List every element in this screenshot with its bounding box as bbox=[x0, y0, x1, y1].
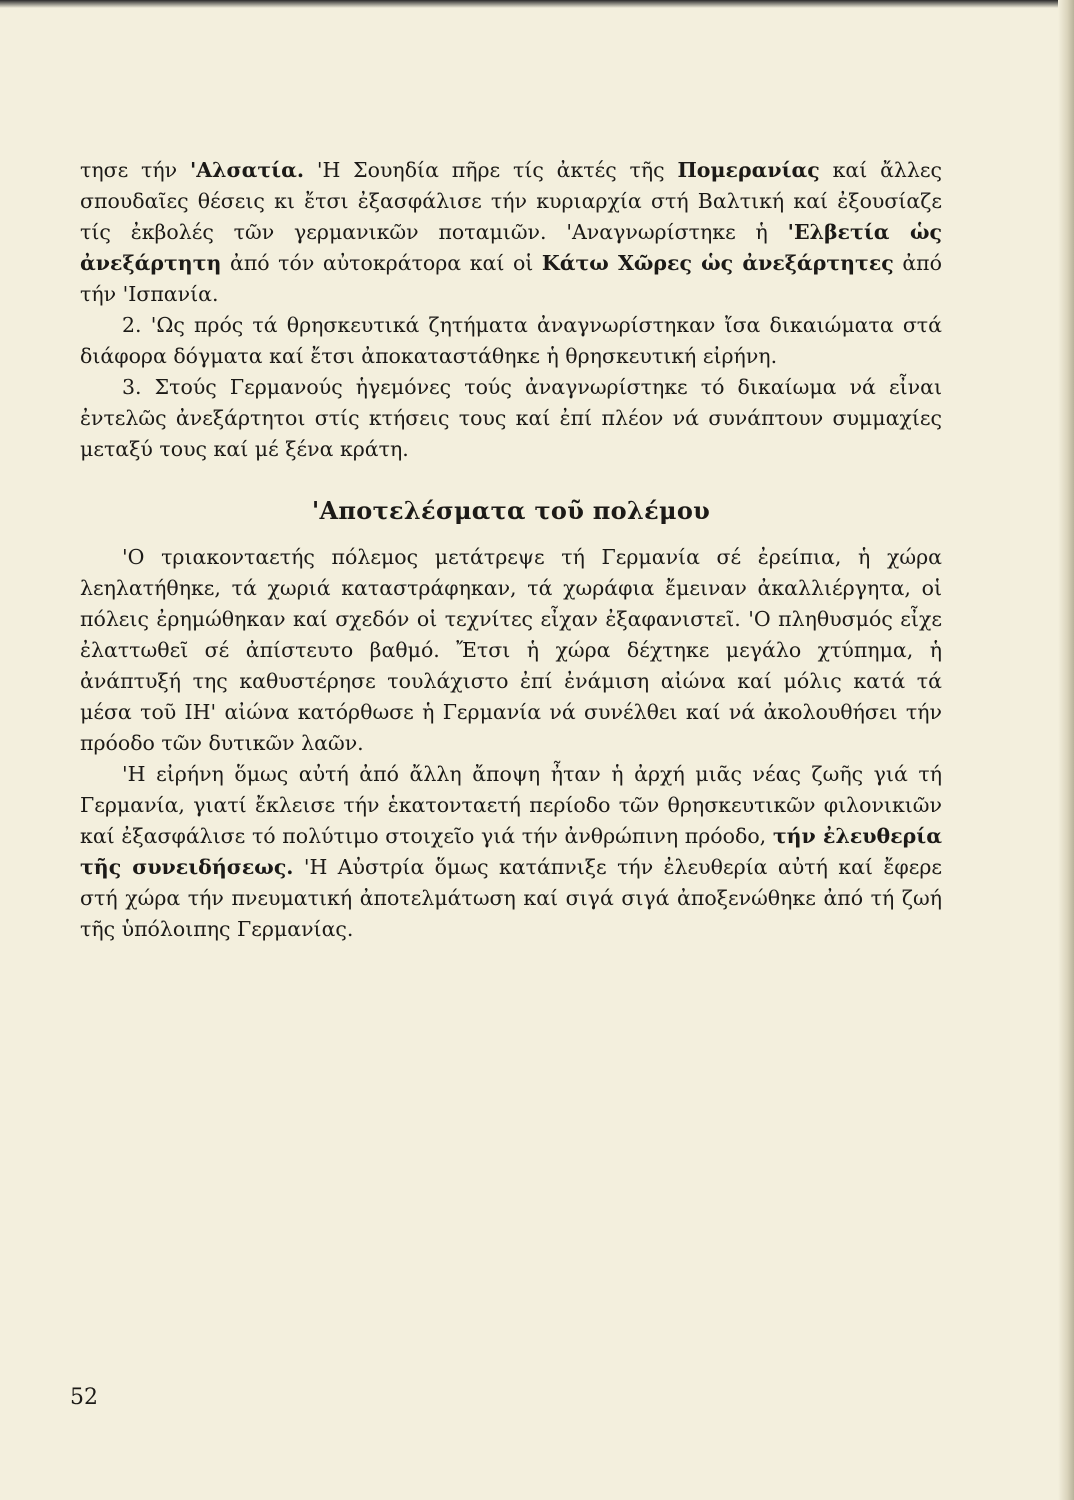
text-run: καί ἄλλες σπουδαῖες θέσεις κι ἔτσι ἐξασφάλισε τήν κυριαρχία στή Βαλτική καί ἐξουσίαζε τίς ἐκβολές τῶν γερμανικῶν ποταμιῶν. 'Αναγνωρίστηκε ἡ bbox=[80, 158, 942, 244]
text-run: 'Η Αὐστρία ὅμως κατάπνιξε τήν ἐλευθερία αὐτή καί ἔφερε στή χώρα τήν πνευματική ἀποτελμάτωση καί σιγά σιγά ἀποξενώθηκε ἀπό τή ζωή τῆς ὑπόλοιπης Γερμανίας. bbox=[80, 855, 942, 941]
page-top-edge bbox=[0, 0, 1074, 8]
text-run: τησε τήν bbox=[80, 158, 190, 182]
section-heading: 'Αποτελέσματα τοῦ πολέμου bbox=[311, 496, 711, 525]
page-number: 52 bbox=[70, 1385, 98, 1410]
text-run: 'Η Σουηδία πῆρε τίς ἀκτές τῆς bbox=[304, 158, 678, 182]
paragraph-5 bbox=[80, 759, 942, 945]
text-run: 'Η εἰρήνη ὅμως αὐτή ἀπό ἄλλη ἄποψη ἦταν ἡ ἀρχή μιᾶς νέας ζωῆς γιά τή Γερμανία, γιατί ἔκλεισε τήν ἑκατονταετή περίοδο τῶν θρησκευτικῶν φιλονικιῶν καί ἐξασφάλισε τό πολύτιμο στοιχεῖο γιά τήν ἀνθρώπινη πρόοδο, bbox=[80, 762, 942, 848]
bold-term: τήν ἐλευθερία τῆς συνειδήσεως. bbox=[80, 824, 942, 879]
text-run: ἀπό τόν αὐτοκράτορα καί οἱ bbox=[221, 251, 542, 275]
bold-term: 'Ελβετία ὡς ἀνεξάρτητη bbox=[80, 220, 942, 275]
paragraph-3: 3. Στούς Γερμανούς ἡγεμόνες τούς ἀναγνωρίστηκε τό δικαίωμα νά εἶναι ἐντελῶς ἀνεξάρτητοι στίς κτήσεις τους καί ἐπί πλέον νά συνάπτουν συμμαχίες μεταξύ τους καί μέ ξένα κράτη. bbox=[80, 375, 942, 461]
paragraph-4: 'Ο τριακονταετής πόλεμος μετάτρεψε τή Γερμανία σέ ἐρείπια, ἡ χώρα λεηλατήθηκε, τά χωριά καταστράφηκαν, τά χωράφια ἔμειναν ἀκαλλιέργητα, οἱ πόλεις ἐρημώθηκαν καί σχεδόν οἱ τεχνίτες εἶχαν ἐξαφανιστεῖ. 'Ο πληθυσμός εἶχε ἐλαττωθεῖ σέ ἀπίστευτο βαθμό. Ἔτσι ἡ χώρα δέχτηκε μεγάλο χτύπημα, ἡ ἀνάπτυξή της καθυστέρησε τουλάχιστο ἐπί ἐνάμιση αἰώνα καί μόλις κατά τά μέσα τοῦ ΙΗ' αἰώνα κατόρθωσε ἡ Γερμανία νά συνέλθει καί νά ἀκολουθήσει τήν πρόοδο τῶν δυτικῶν λαῶν. bbox=[80, 545, 942, 755]
bold-term: Πομερανίας bbox=[677, 158, 820, 182]
paragraph-1 bbox=[80, 155, 942, 310]
main-text bbox=[80, 155, 942, 945]
page-binding-edge bbox=[1058, 0, 1074, 1500]
paragraph-2: 2. 'Ως πρός τά θρησκευτικά ζητήματα ἀναγνωρίστηκαν ἴσα δικαιώματα στά διάφορα δόγματα καί ἔτσι ἀποκαταστάθηκε ἡ θρησκευτική εἰρήνη. bbox=[80, 313, 942, 368]
bold-term: 'Αλσατία. bbox=[189, 158, 305, 182]
text-run: ἀπό τήν 'Ισπανία. bbox=[80, 251, 942, 306]
bold-term: Κάτω Χῶρες ὡς ἀνεξάρτητες bbox=[541, 251, 894, 275]
